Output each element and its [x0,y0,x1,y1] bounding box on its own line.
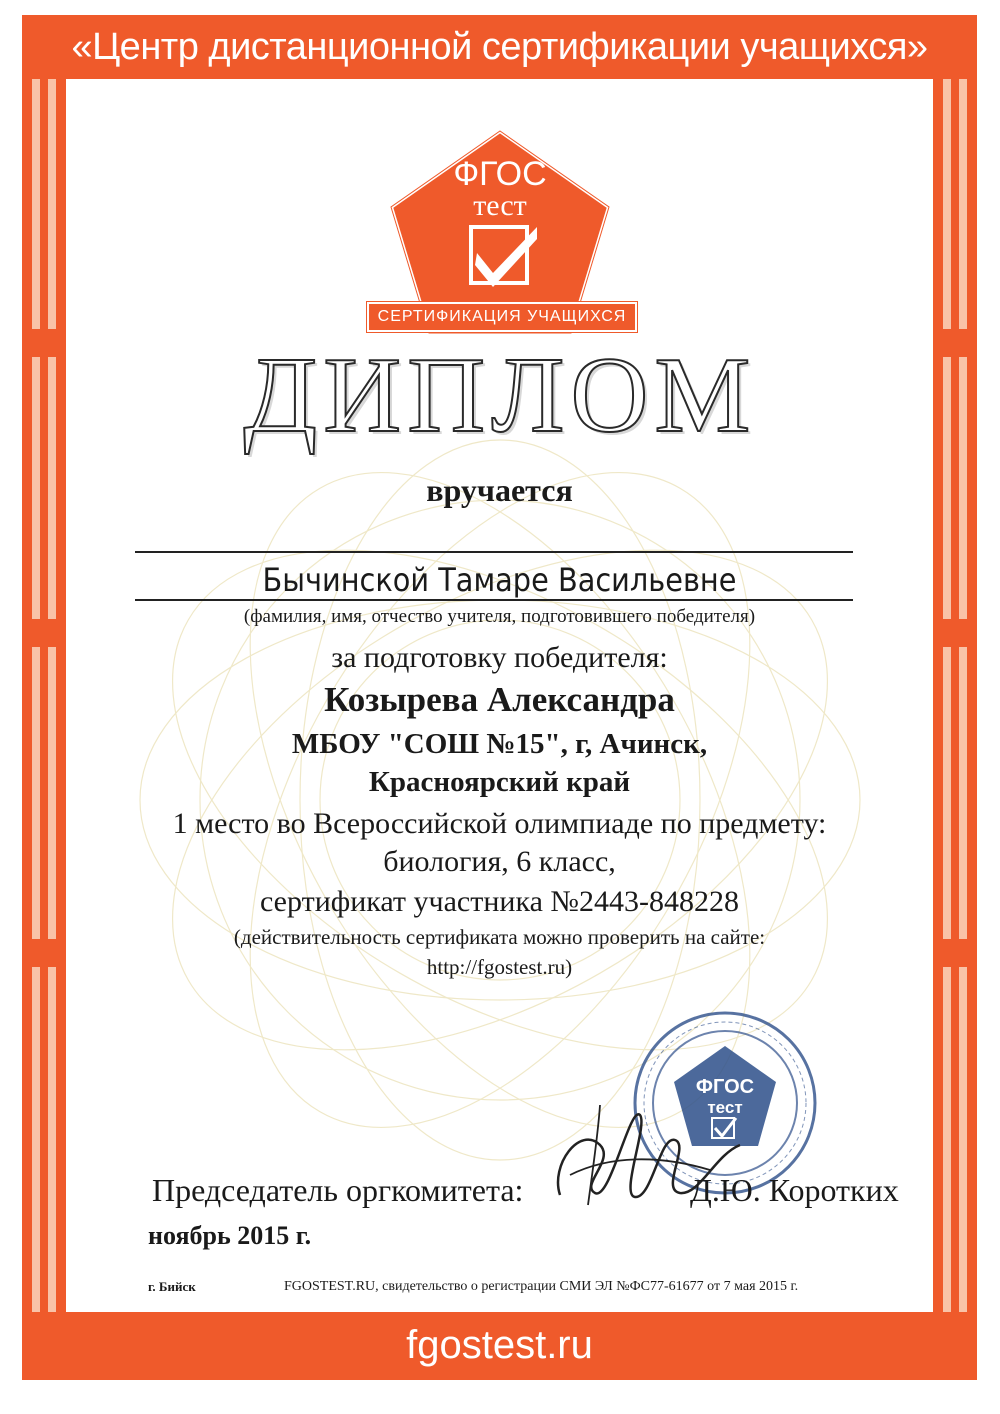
legal-city: г. Бийск [148,1279,196,1294]
logo-ribbon: СЕРТИФИКАЦИЯ УЧАЩИХСЯ [367,302,637,332]
reason-text: за подготовку победителя: [331,641,668,674]
student-region: Красноярский край [368,766,631,798]
frame-left [22,15,66,1380]
student-name: Козырева Александра [324,680,675,719]
achievement-place: 1 место во Всероссийской олимпиаде по предмету: [172,807,827,840]
underline-top [135,551,853,553]
seal-line1: ФГОС [695,1076,755,1098]
certificate-number: сертификат участника №2443-848228 [259,885,740,918]
logo-line2: тест [473,189,527,222]
frame-stripe [32,79,40,1312]
chairman-name: Д.Ю. Коротких [690,1172,899,1208]
chairman-label: Председатель оргкомитета: [152,1172,524,1208]
frame-stripe [48,79,56,1312]
frame-right [933,15,977,1380]
student-school: МБОУ "СОШ №15", г, Ачинск, [291,728,708,760]
underline-bottom [135,599,853,601]
logo-line1: ФГОС [453,155,547,193]
achievement-subject: биология, 6 класс, [383,845,616,878]
issue-date: ноябрь 2015 г. [148,1221,312,1250]
recipient-name: Бычинской Тамаре Васильевне [262,561,737,599]
footer-site: fgostest.ru [406,1323,593,1367]
frame-stripe [943,79,951,1312]
header-organization: «Центр дистанционной сертификации учащихся» [71,26,928,68]
legal-registration: FGOSTEST.RU, свидетельство о регистрации СМИ ЭЛ №ФС77-61677 от 7 мая 2015 г. [284,1279,799,1294]
frame-stripe [959,79,967,1312]
seal-line2: тест [707,1098,743,1117]
awarded-label: вручается [426,472,573,508]
diploma-title: ДИПЛОМ [243,336,757,455]
recipient-caption: (фамилия, имя, отчество учителя, подготовившего победителя) [243,606,756,627]
verify-note: (действительность сертификата можно проверить на сайте: [233,925,766,949]
verify-site: http://fgostest.ru) [426,955,573,979]
